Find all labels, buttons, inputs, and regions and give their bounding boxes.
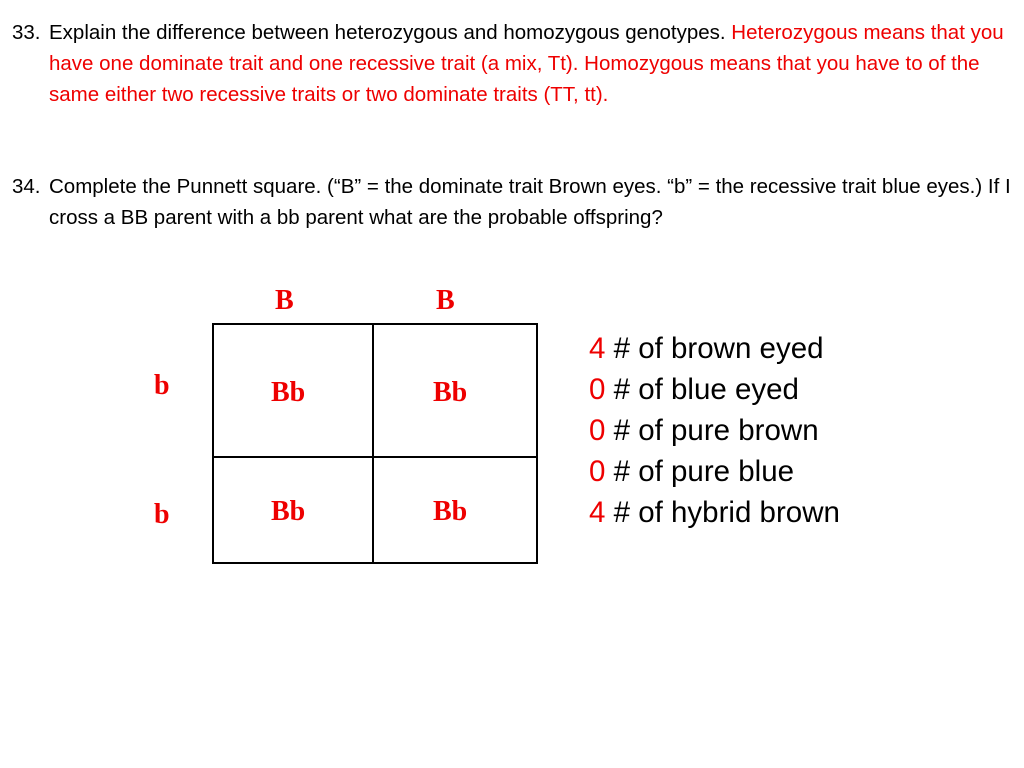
result-line bbox=[589, 328, 840, 369]
grid-divider-horizontal bbox=[214, 456, 536, 458]
result-line bbox=[589, 492, 840, 533]
result-label: # of hybrid brown bbox=[605, 496, 840, 529]
question-34-text: Complete the Punnett square. (“B” = the dominate trait Brown eyes. “b” = the recessive trait blue eyes.) If I cross a BB parent with a bb parent what are the probable offspring? bbox=[49, 175, 1011, 229]
result-line bbox=[589, 410, 840, 451]
result-label: # of pure blue bbox=[605, 455, 795, 488]
offspring-results bbox=[589, 328, 840, 533]
result-count: 0 bbox=[589, 414, 606, 447]
question-33-answer: Heterozygous means that you have one dominate trait and one recessive trait (a mix, Tt). Homozygous means that you have to of the same either two recessive traits or two dominate traits (TT, tt). bbox=[49, 21, 1004, 106]
punnett-cell-2-1: Bb bbox=[271, 496, 306, 527]
side-allele-2: b bbox=[154, 499, 170, 530]
question-34 bbox=[12, 171, 1017, 233]
grid-divider-vertical bbox=[372, 325, 374, 562]
question-33-text: Explain the difference between heterozygous and homozygous genotypes. bbox=[49, 21, 726, 44]
punnett-cell-1-1: Bb bbox=[271, 377, 306, 408]
result-label: # of blue eyed bbox=[605, 373, 799, 406]
result-count: 0 bbox=[589, 455, 606, 488]
punnett-cell-1-2: Bb bbox=[433, 377, 468, 408]
result-line bbox=[589, 369, 840, 410]
result-count: 4 bbox=[589, 496, 606, 529]
question-33-number: 33. bbox=[12, 21, 41, 44]
result-count: 0 bbox=[589, 373, 606, 406]
top-allele-2: B bbox=[436, 285, 455, 316]
top-allele-1: B bbox=[275, 285, 294, 316]
punnett-cell-2-2: Bb bbox=[433, 496, 468, 527]
result-line bbox=[589, 451, 840, 492]
question-33 bbox=[12, 17, 1017, 110]
question-34-number: 34. bbox=[12, 175, 41, 198]
side-allele-1: b bbox=[154, 370, 170, 401]
result-label: # of brown eyed bbox=[605, 332, 824, 365]
result-label: # of pure brown bbox=[605, 414, 819, 447]
result-count: 4 bbox=[589, 332, 606, 365]
punnett-grid bbox=[212, 323, 538, 564]
